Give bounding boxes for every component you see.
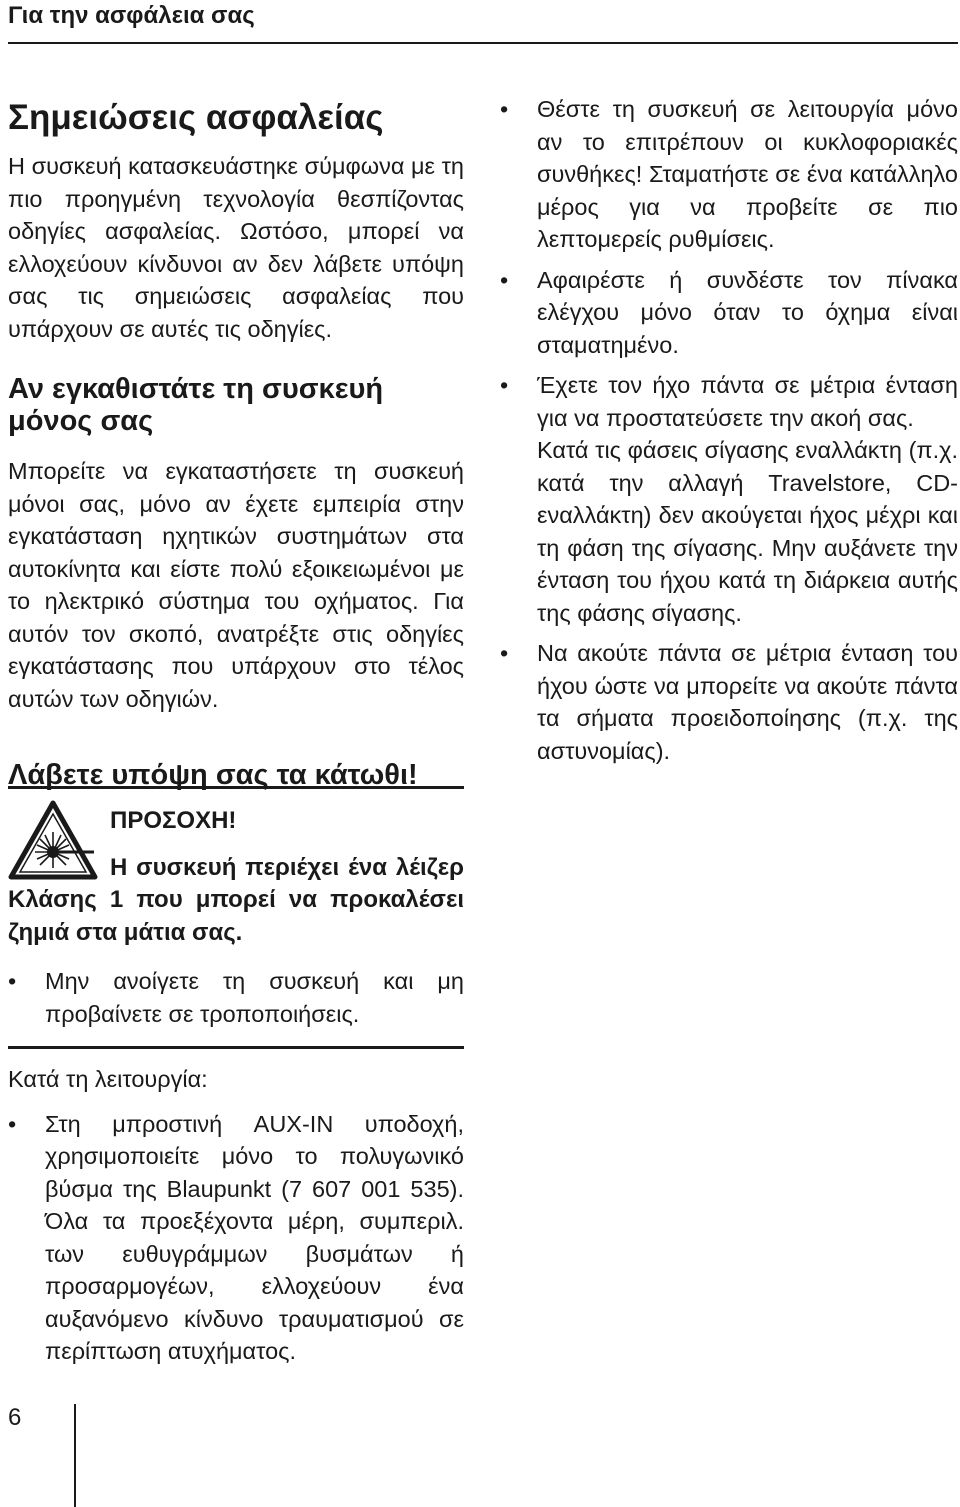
warning-bullet (8, 965, 464, 1030)
warning-top-rule (8, 786, 464, 789)
list-item (500, 637, 958, 767)
list-item (500, 264, 958, 362)
self-install-paragraph: Μπορείτε να εγκαταστήσετε τη συσκευή μόνοι σας, μόνο αν έχετε εμπειρία στην εγκατάσταση ηχητικών συστημάτων στα αυτοκίνητα και είστε πολύ εξοικειωμένοι με το ηλεκτρικό σύστημα του οχήματος. Για αυτόν τον σκοπό, ανατρέξτε στις οδηγίες εγκατάστασης που υπάρχουν στο τέλος αυτών των οδηγιών. (8, 458, 464, 712)
bullet-icon: • (8, 968, 17, 994)
bullet-icon: • (500, 96, 509, 122)
operation-bullet (8, 1108, 464, 1368)
page-number-divider (74, 1404, 76, 1507)
warning-label: ΠΡΟΣΟΧΗ! (110, 807, 237, 834)
warning-bottom-rule (8, 1046, 464, 1049)
operation-bullet-text: Στη μπροστινή AUX-IN υποδοχή, χρησιμοποιείτε μόνο το πολυγωνικό βύσμα της Blaupunkt (7 607 001 535). Όλα τα προεξέχοντα μέρη, συμπεριλ. των ευθυγράμμων βυσμάτων ή προσαρμογέων, ελλοχεύουν ένα αυξανόμενο κίνδυνο τραυματισμού σε περίπτωση ατυχήματος. (45, 1110, 464, 1364)
left-column (8, 96, 464, 801)
header-title: Για την ασφάλεια σας (8, 2, 255, 29)
safety-notes-heading: Σημειώσεις ασφαλείας (8, 98, 384, 137)
list-item-text: Να ακούτε πάντα σε μέτρια ένταση του ήχου ώστε να μπορείτε να ακούτε πάντα τα σήματα προειδοποίησης (π.χ. της αστυνομίας). (537, 640, 958, 764)
bullet-icon: • (8, 1110, 17, 1137)
laser-warning-icon (8, 800, 98, 880)
laser-warning-block (8, 786, 464, 1368)
bullet-icon: • (500, 640, 509, 666)
list-item-text: Έχετε τον ήχο πάντα σε μέτρια ένταση για να προστατεύσετε την ακοή σας. (537, 372, 958, 431)
right-column (500, 93, 958, 767)
self-install-heading: Αν εγκαθιστάτε τη συσκευή μόνος σας (8, 373, 384, 437)
bullet-icon: • (500, 266, 509, 293)
list-item (500, 93, 958, 256)
bullet-icon: • (500, 372, 509, 398)
page-header (8, 0, 958, 44)
list-item-text: Θέστε τη συσκευή σε λειτουργία μόνο αν το επιτρέπουν οι κυκλοφοριακές συνθήκες! Σταματήστε σε ένα κατάλληλο μέρος για να προβείτε σε πιο λεπτομερείς ρυθμίσεις. (537, 96, 958, 252)
list-item-text: Αφαιρέστε ή συνδέστε τον πίνακα ελέγχου μόνο όταν το όχημα είναι σταματημένο. (537, 266, 958, 358)
list-item-extra-text: Κατά τις φάσεις σίγασης εναλλάκτη (π.χ. κατά την αλλαγή Travelstore, CD-εναλλάκτη) δεν ακούγεται ήχος μέχρι και τη φάση της σίγασης. Μην αυξάνετε την ένταση του ήχου κατά τη διάρκεια αυτής της φάσης σίγασης. (537, 437, 958, 626)
intro-paragraph: Η συσκευή κατασκευάστηκε σύμφωνα με τη πιο προηγμένη τεχνολογία θεσπίζοντας οδηγίες ασφαλείας. Ωστόσο, μπορεί να ελλοχεύουν κίνδυνοι αν δεν λάβετε υπόψη σας τις σημειώσεις ασφαλείας που υπάρχουν σε αυτές τις οδηγίες. (8, 153, 464, 342)
operation-label: Κατά τη λειτουργία: (8, 1066, 208, 1092)
list-item (500, 369, 958, 629)
warning-bullet-text: Μην ανοίγετε τη συσκευή και μη προβαίνετε σε τροποποιήσεις. (45, 968, 464, 1027)
warning-text: Η συσκευή περιέχει ένα λέιζερ Κλάσης 1 που μπορεί να προκαλέσει ζημιά στα μάτια σας. (8, 853, 464, 946)
notice-heading: Λάβετε υπόψη σας τα κάτωθι! (8, 759, 418, 791)
page-number: 6 (8, 1404, 22, 1431)
